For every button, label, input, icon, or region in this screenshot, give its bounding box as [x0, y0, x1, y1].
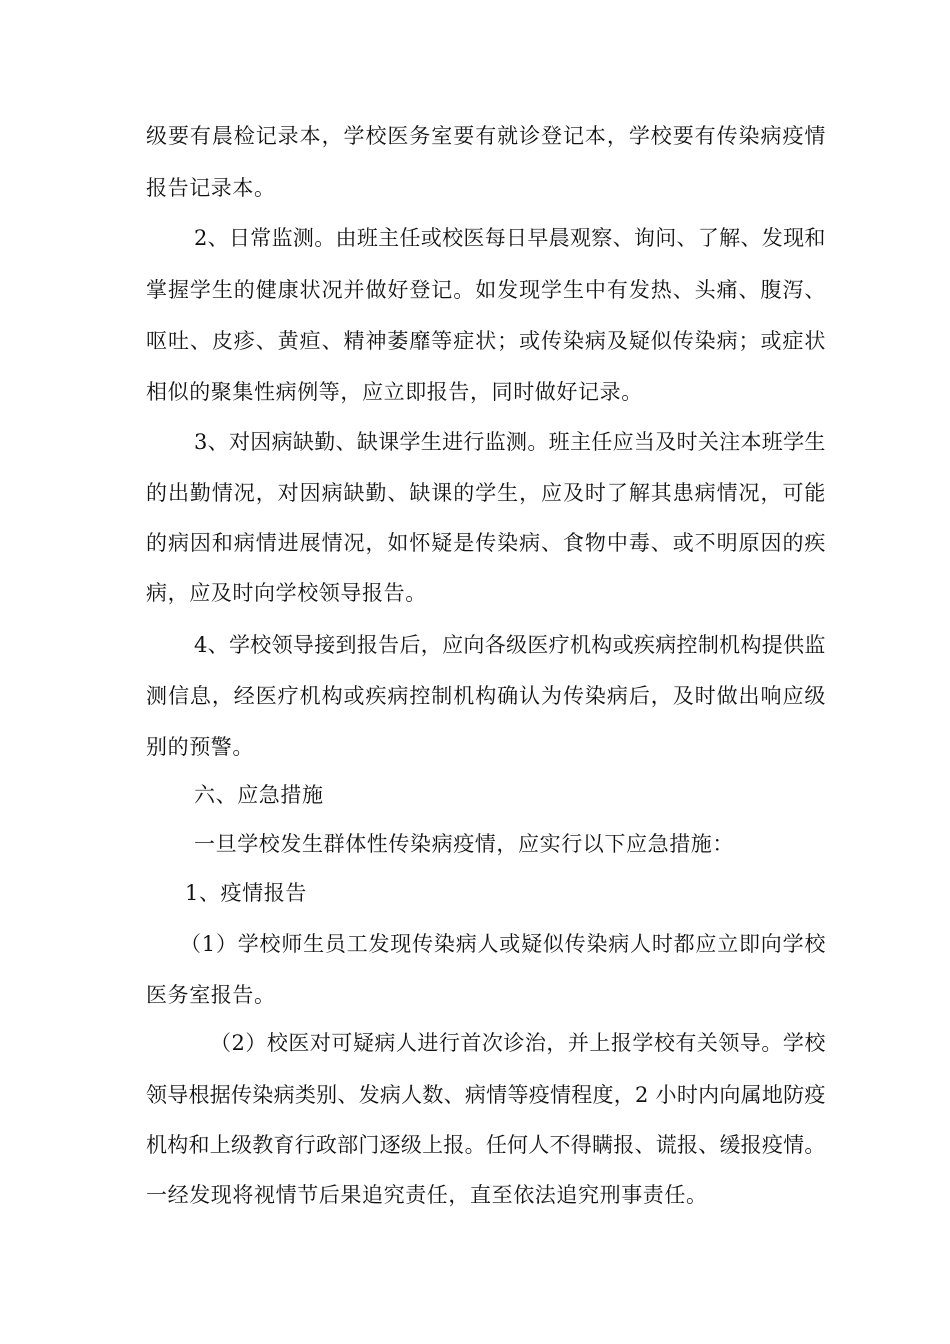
text-line: 病，应及时向学校领导报告。	[146, 581, 427, 605]
text-line: 级要有晨检记录本，学校医务室要有就诊登记本，学校要有传染病疫情	[146, 124, 827, 148]
text-line: 领导根据传染病类别、发病人数、病情等疫情程度，2 小时内向属地防疫	[146, 1083, 826, 1107]
text-line: 医务室报告。	[146, 983, 276, 1007]
text-line: 的病因和病情进展情况，如怀疑是传染病、食物中毒、或不明原因的疾	[146, 531, 827, 555]
text-line: 别的预警。	[146, 735, 254, 759]
text-line: （1）学校师生员工发现传染病人或疑似传染病人时都应立即向学校	[180, 932, 827, 956]
subsection-heading: 1、疫情报告	[185, 881, 307, 905]
text-line: 2、日常监测。由班主任或校医每日早晨观察、询问、了解、发现和	[194, 226, 826, 250]
section-heading: 六、应急措施	[194, 783, 324, 807]
text-line: 一旦学校发生群体性传染病疫情，应实行以下应急措施：	[194, 832, 734, 856]
text-line: 的出勤情况，对因病缺勤、缺课的学生，应及时了解其患病情况，可能	[146, 481, 827, 505]
text-line: 呕吐、皮疹、黄疸、精神萎靡等症状；或传染病及疑似传染病；或症状	[146, 329, 827, 353]
text-line: 报告记录本。	[146, 176, 276, 200]
text-line: 掌握学生的健康状况并做好登记。如发现学生中有发热、头痛、腹泻、	[146, 278, 827, 302]
text-line: 相似的聚集性病例等，应立即报告，同时做好记录。	[146, 380, 643, 404]
text-line: 4、学校领导接到报告后，应向各级医疗机构或疾病控制机构提供监	[194, 633, 826, 657]
text-line: 机构和上级教育行政部门逐级上报。任何人不得瞒报、谎报、缓报疫情。	[146, 1133, 826, 1157]
text-line: 3、对因病缺勤、缺课学生进行监测。班主任应当及时关注本班学生	[194, 430, 826, 454]
text-line: 测信息，经医疗机构或疾病控制机构确认为传染病后，及时做出响应级	[146, 684, 827, 708]
text-line: 一经发现将视情节后果追究责任，直至依法追究刑事责任。	[146, 1183, 708, 1207]
text-line: （2）校医对可疑病人进行首次诊治，并上报学校有关领导。学校	[210, 1031, 826, 1055]
